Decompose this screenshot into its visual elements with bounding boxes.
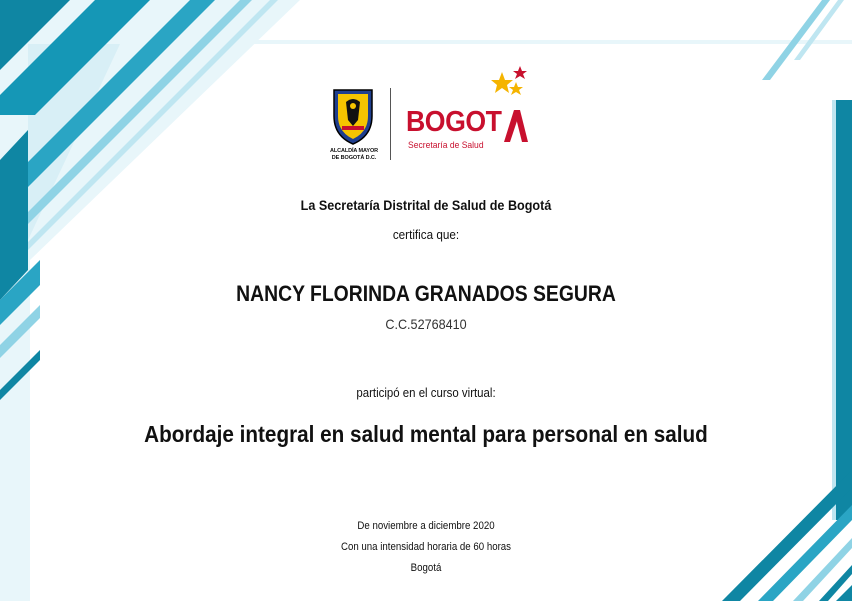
alcaldia-line-2: DE BOGOTÁ D.C. <box>331 155 377 161</box>
recipient-name: NANCY FLORINDA GRANADOS SEGURA <box>236 281 616 306</box>
issue-city: Bogotá <box>410 562 442 574</box>
id-number: C.C.52768410 <box>385 316 467 332</box>
course-intensity: Con una intensidad horaria de 60 horas <box>340 541 512 553</box>
bogota-wordmark: BOGOT <box>406 106 502 138</box>
alcaldia-line-1: ALCALDÍA MAYOR <box>330 148 378 154</box>
bogota-coat-of-arms-icon <box>328 86 378 146</box>
teal-right-strip <box>836 100 852 520</box>
star-icon <box>490 62 530 106</box>
logo-divider <box>390 88 391 160</box>
header-logos <box>328 62 528 162</box>
course-dates: De noviembre a diciembre 2020 <box>357 520 495 532</box>
certifies-line: certifica que: <box>392 227 460 242</box>
issuer-line: La Secretaría Distrital de Salud de Bogotá <box>300 197 552 213</box>
secretaria-label: Secretaría de Salud <box>408 140 484 151</box>
teal-right-strip-light <box>832 100 836 520</box>
participated-line: participó en el curso virtual: <box>356 385 496 400</box>
course-title: Abordaje integral en salud mental para personal en salud <box>144 421 708 447</box>
bogota-a-icon <box>504 106 528 146</box>
